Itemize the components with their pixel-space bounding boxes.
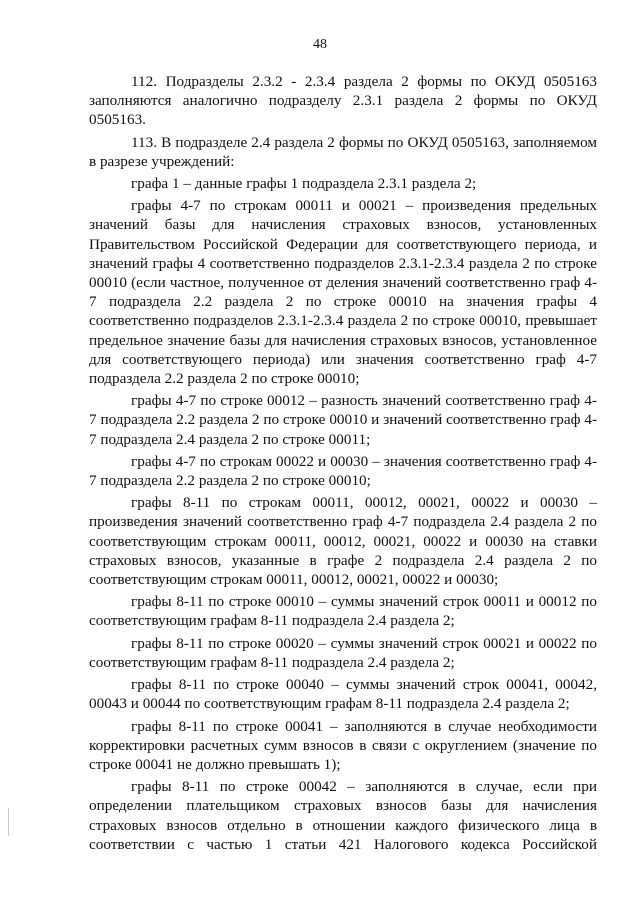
paragraph-columns-4-7-rows-00022-00030: графы 4-7 по строкам 00022 и 00030 – значения соответственно граф 4-7 подраздела 2.2 раздела 2 по строке 00010;: [89, 452, 597, 490]
paragraph-columns-8-11-row-00010: графы 8-11 по строке 00010 – суммы значений строк 00011 и 00012 по соответствующим графам 8-11 подраздела 2.4 раздела 2;: [89, 593, 597, 630]
paragraph-columns-8-11-products: графы 8-11 по строкам 00011, 00012, 00021, 00022 и 00030 – произведения значений соответственно граф 4-7 подраздела 2.4 раздела 2 по соответствующим строкам 00011, 00012, 00021, 00022 и 00030 на ставки страховых взносов, указанные в графе 2 подраздела 2.4 раздела 2 по соответствующим строкам 00011, 00012, 00021, 00022 и 00030;: [89, 494, 597, 589]
scan-edge-mark: [8, 808, 9, 836]
paragraph-columns-4-7-rows-00011-00021: графы 4-7 по строкам 00011 и 00021 – произведения предельных значений базы для начисления страховых взносов, установленных Правительством Российской Федерации для соответствующего периода, и значений графы 4 соответственно подразделов 2.3.1-2.3.4 раздела 2 по строке 00010 (если частное, полученное от деления значений соответственно граф 4-7 подраздела 2.2 раздела 2 по строке 00010 на значения графы 4 соответственно подразделов 2.3.1-2.3.4 раздела 2 по строке 00010, превышает предельное значение базы для начисления страховых взносов, установленное для соответствующего периода) или значения соответственно граф 4-7 подраздела 2.2 раздела 2 по строке 00010;: [89, 197, 597, 388]
paragraph-column-1: графа 1 – данные графы 1 подраздела 2.3.1 раздела 2;: [131, 175, 477, 193]
paragraph-columns-8-11-row-00041: графы 8-11 по строке 00041 – заполняются в случае необходимости корректировки расчетных сумм взносов в связи с округлением (значение по строке 00041 не должно превышать 1);: [89, 717, 597, 773]
paragraph-112: 112. Подразделы 2.3.2 - 2.3.4 раздела 2 формы по ОКУД 0505163 заполняются аналогично подразделу 2.3.1 раздела 2 формы по ОКУД 0505163.: [89, 73, 597, 129]
paragraph-113: 113. В подразделе 2.4 раздела 2 формы по ОКУД 0505163, заполняемом в разрезе учреждений:: [89, 133, 597, 170]
paragraph-columns-8-11-row-00020: графы 8-11 по строке 00020 – суммы значений строк 00021 и 00022 по соответствующим графам 8-11 подраздела 2.4 раздела 2;: [89, 634, 597, 671]
document-body: [89, 72, 597, 854]
paragraph-columns-8-11-row-00042: графы 8-11 по строке 00042 – заполняются в случае, если при определении плательщиком страховых взносов базы для начисления страховых взносов отдельно в отношении каждого физического лица в соответствии с частью 1 статьи 421 Налогового кодекса Российской: [89, 778, 597, 853]
paragraph-columns-8-11-row-00040: графы 8-11 по строке 00040 – суммы значений строк 00041, 00042, 00043 и 00044 по соответствующим графам 8-11 подраздела 2.4 раздела 2;: [89, 676, 597, 713]
paragraph-columns-4-7-row-00012: графы 4-7 по строке 00012 – разность значений соответственно граф 4-7 подраздела 2.2 раздела 2 по строке 00010 и значений соответственно граф 4-7 подраздела 2.4 раздела 2 по строке 00011;: [89, 392, 597, 448]
page-number: 48: [313, 37, 327, 52]
